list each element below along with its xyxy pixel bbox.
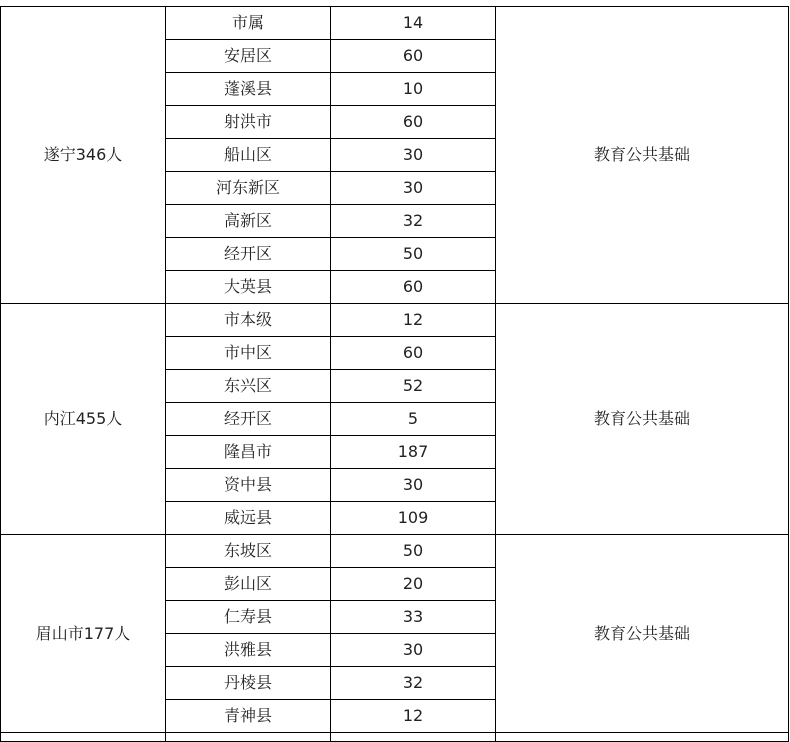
- unit-cell: 经开区: [166, 403, 331, 436]
- count-cell: 32: [331, 667, 496, 700]
- table-body: [1, 7, 789, 742]
- count-cell: 12: [331, 304, 496, 337]
- count-cell: 109: [331, 502, 496, 535]
- count-cell: 30: [331, 634, 496, 667]
- unit-cell: 隆昌市: [166, 436, 331, 469]
- region-cell: 眉山市177人: [1, 535, 166, 733]
- count-cell: 32: [331, 205, 496, 238]
- subject-cell-empty: [496, 733, 789, 742]
- unit-cell: 东坡区: [166, 535, 331, 568]
- subject-cell: 教育公共基础: [496, 304, 789, 535]
- unit-cell: 蓬溪县: [166, 73, 331, 106]
- count-cell: 30: [331, 139, 496, 172]
- count-cell: 30: [331, 469, 496, 502]
- unit-cell: 青神县: [166, 700, 331, 733]
- table-row: [1, 7, 789, 40]
- count-cell: 5: [331, 403, 496, 436]
- count-cell: 12: [331, 700, 496, 733]
- unit-cell-empty: [166, 733, 331, 742]
- count-cell: 50: [331, 535, 496, 568]
- unit-cell: 市属: [166, 7, 331, 40]
- count-cell: 187: [331, 436, 496, 469]
- unit-cell: 经开区: [166, 238, 331, 271]
- count-cell: 52: [331, 370, 496, 403]
- subject-cell: 教育公共基础: [496, 535, 789, 733]
- count-cell: 60: [331, 337, 496, 370]
- unit-cell: 高新区: [166, 205, 331, 238]
- unit-cell: 船山区: [166, 139, 331, 172]
- count-cell: 10: [331, 73, 496, 106]
- region-cell: 内江455人: [1, 304, 166, 535]
- unit-cell: 安居区: [166, 40, 331, 73]
- count-cell: 60: [331, 106, 496, 139]
- unit-cell: 射洪市: [166, 106, 331, 139]
- table-row-partial: [1, 733, 789, 742]
- table-row: [1, 304, 789, 337]
- count-cell: 50: [331, 238, 496, 271]
- unit-cell: 河东新区: [166, 172, 331, 205]
- count-cell: 60: [331, 40, 496, 73]
- unit-cell: 威远县: [166, 502, 331, 535]
- count-cell: 14: [331, 7, 496, 40]
- unit-cell: 洪雅县: [166, 634, 331, 667]
- count-cell-empty: [331, 733, 496, 742]
- count-cell: 60: [331, 271, 496, 304]
- unit-cell: 市中区: [166, 337, 331, 370]
- unit-cell: 大英县: [166, 271, 331, 304]
- region-cell-empty: [1, 733, 166, 742]
- region-cell: 遂宁346人: [1, 7, 166, 304]
- count-cell: 33: [331, 601, 496, 634]
- unit-cell: 资中县: [166, 469, 331, 502]
- subject-cell: 教育公共基础: [496, 7, 789, 304]
- table-row: [1, 535, 789, 568]
- unit-cell: 丹棱县: [166, 667, 331, 700]
- unit-cell: 市本级: [166, 304, 331, 337]
- unit-cell: 彭山区: [166, 568, 331, 601]
- count-cell: 30: [331, 172, 496, 205]
- unit-cell: 仁寿县: [166, 601, 331, 634]
- unit-cell: 东兴区: [166, 370, 331, 403]
- recruitment-table: [0, 6, 789, 742]
- count-cell: 20: [331, 568, 496, 601]
